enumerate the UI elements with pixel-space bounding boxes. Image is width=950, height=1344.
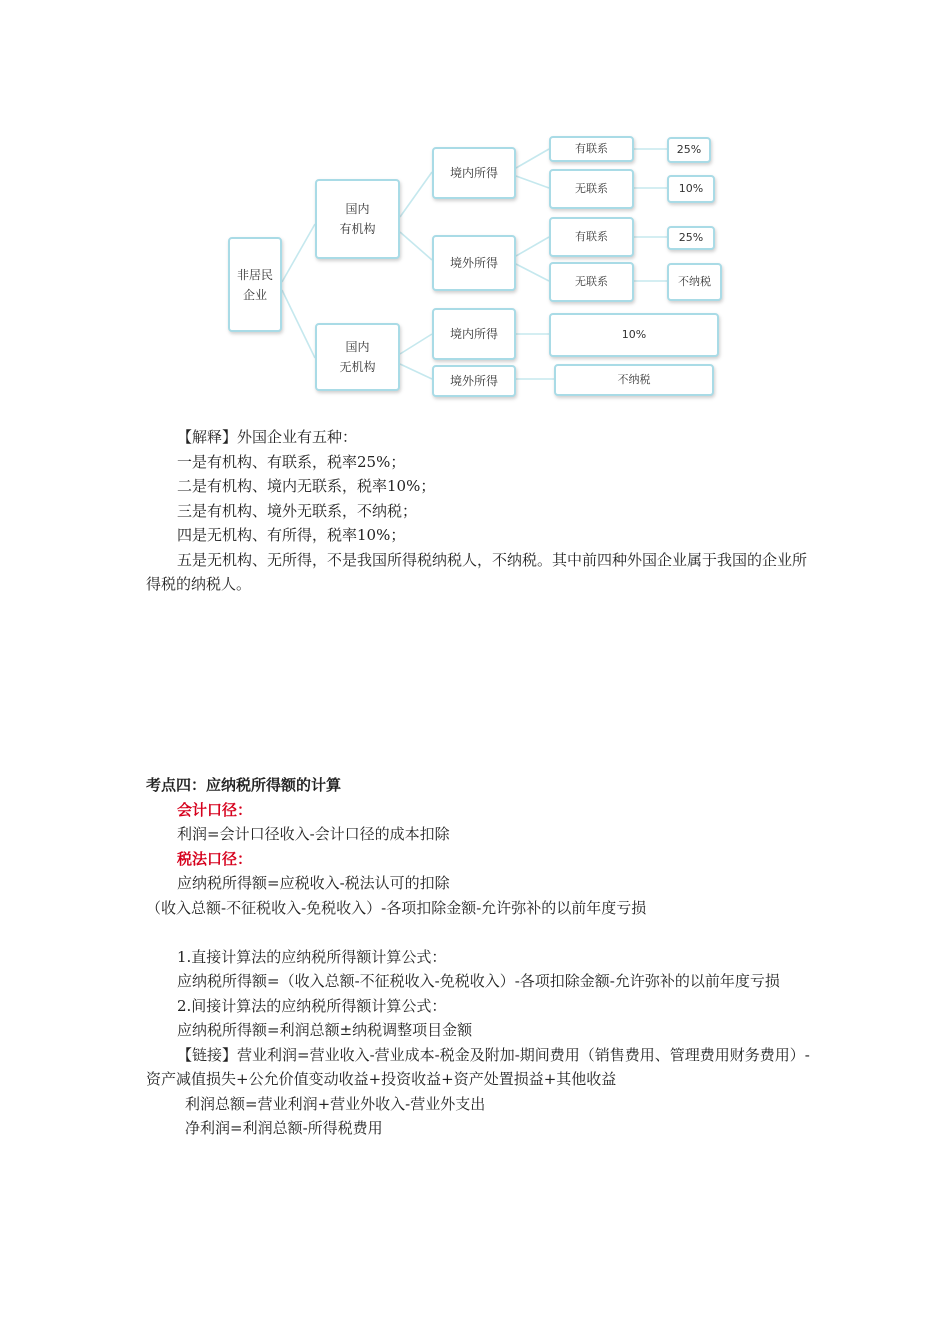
node-without-org: 国内 无机构 bbox=[315, 323, 400, 391]
connector bbox=[282, 290, 315, 358]
rate-without-org-foreign: 不纳税 bbox=[554, 364, 714, 396]
node-without-org-domestic: 境内所得 bbox=[432, 308, 516, 360]
section-calculation bbox=[146, 773, 810, 1141]
connector bbox=[516, 264, 549, 281]
node-foreign-connected: 有联系 bbox=[549, 217, 634, 257]
rate-foreign-unconnected: 不纳税 bbox=[667, 263, 722, 301]
connector bbox=[516, 176, 549, 188]
tax-formula: 应纳税所得额=应税收入-税法认可的扣除 bbox=[177, 874, 450, 892]
connector bbox=[516, 149, 549, 168]
tax-classification-diagram bbox=[225, 132, 730, 404]
rate-domestic-connected: 25% bbox=[667, 137, 711, 163]
total-profit-formula: 利润总额=营业利润+营业外收入-营业外支出 bbox=[185, 1094, 486, 1113]
accounting-formula: 利润=会计口径收入-会计口径的成本扣除 bbox=[177, 825, 450, 843]
rate-without-org-domestic: 10% bbox=[549, 313, 719, 357]
node-with-org-foreign: 境外所得 bbox=[432, 235, 516, 291]
indirect-method-title: 2.间接计算法的应纳税所得额计算公式： bbox=[177, 996, 447, 1015]
node-without-org-foreign: 境外所得 bbox=[432, 365, 516, 397]
connector bbox=[400, 364, 432, 379]
direct-method-title: 1.直接计算法的应纳税所得额计算公式： bbox=[177, 947, 447, 966]
section-title: 考点四：应纳税所得额的计算 bbox=[146, 776, 342, 794]
connector bbox=[400, 172, 432, 217]
explanation-line-2: 二是有机构、境内无联系，税率10%； bbox=[177, 477, 436, 495]
explanation-line-1: 一是有机构、有联系，税率25%； bbox=[177, 452, 406, 471]
explanation-intro: 【解释】外国企业有五种： bbox=[177, 428, 358, 446]
explanation-block bbox=[146, 425, 810, 597]
connector bbox=[516, 237, 549, 256]
node-domestic-unconnected: 无联系 bbox=[549, 169, 634, 209]
connector bbox=[400, 232, 432, 260]
node-domestic-connected: 有联系 bbox=[549, 136, 634, 162]
root-node: 非居民 企业 bbox=[228, 237, 282, 332]
tax-formula-detail: （收入总额-不征税收入-免税收入）-各项扣除金额-允许弥补的以前年度亏损 bbox=[146, 898, 647, 917]
direct-method-formula: 应纳税所得额=（收入总额-不征税收入-免税收入）-各项扣除金额-允许弥补的以前年度亏损 bbox=[177, 972, 780, 990]
indirect-method-formula: 应纳税所得额=利润总额±纳税调整项目金额 bbox=[177, 1021, 473, 1039]
explanation-line-3: 三是有机构、境外无联系，不纳税； bbox=[177, 501, 418, 520]
node-with-org-domestic: 境内所得 bbox=[432, 147, 516, 199]
rate-domestic-unconnected: 10% bbox=[667, 175, 715, 203]
explanation-line-5: 五是无机构、无所得，不是我国所得税纳税人，不纳税。其中前四种外国企业属于我国的企业所得税的纳税人。 bbox=[146, 550, 808, 593]
explanation-line-4: 四是无机构、有所得，税率10%； bbox=[177, 526, 406, 544]
node-foreign-unconnected: 无联系 bbox=[549, 262, 634, 302]
rate-foreign-connected: 25% bbox=[667, 226, 715, 250]
node-with-org: 国内 有机构 bbox=[315, 179, 400, 259]
net-profit-formula: 净利润=利润总额-所得税费用 bbox=[185, 1119, 383, 1137]
link-operating-profit: 【链接】营业利润=营业收入-营业成本-税金及附加-期间费用（销售费用、管理费用财务费用）-资产减值损失+公允价值变动收益+投资收益+资产处置损益+其他收益 bbox=[146, 1045, 810, 1088]
connector bbox=[282, 224, 315, 282]
connector bbox=[400, 334, 432, 354]
accounting-label: 会计口径： bbox=[177, 800, 253, 819]
tax-label: 税法口径： bbox=[177, 849, 253, 868]
